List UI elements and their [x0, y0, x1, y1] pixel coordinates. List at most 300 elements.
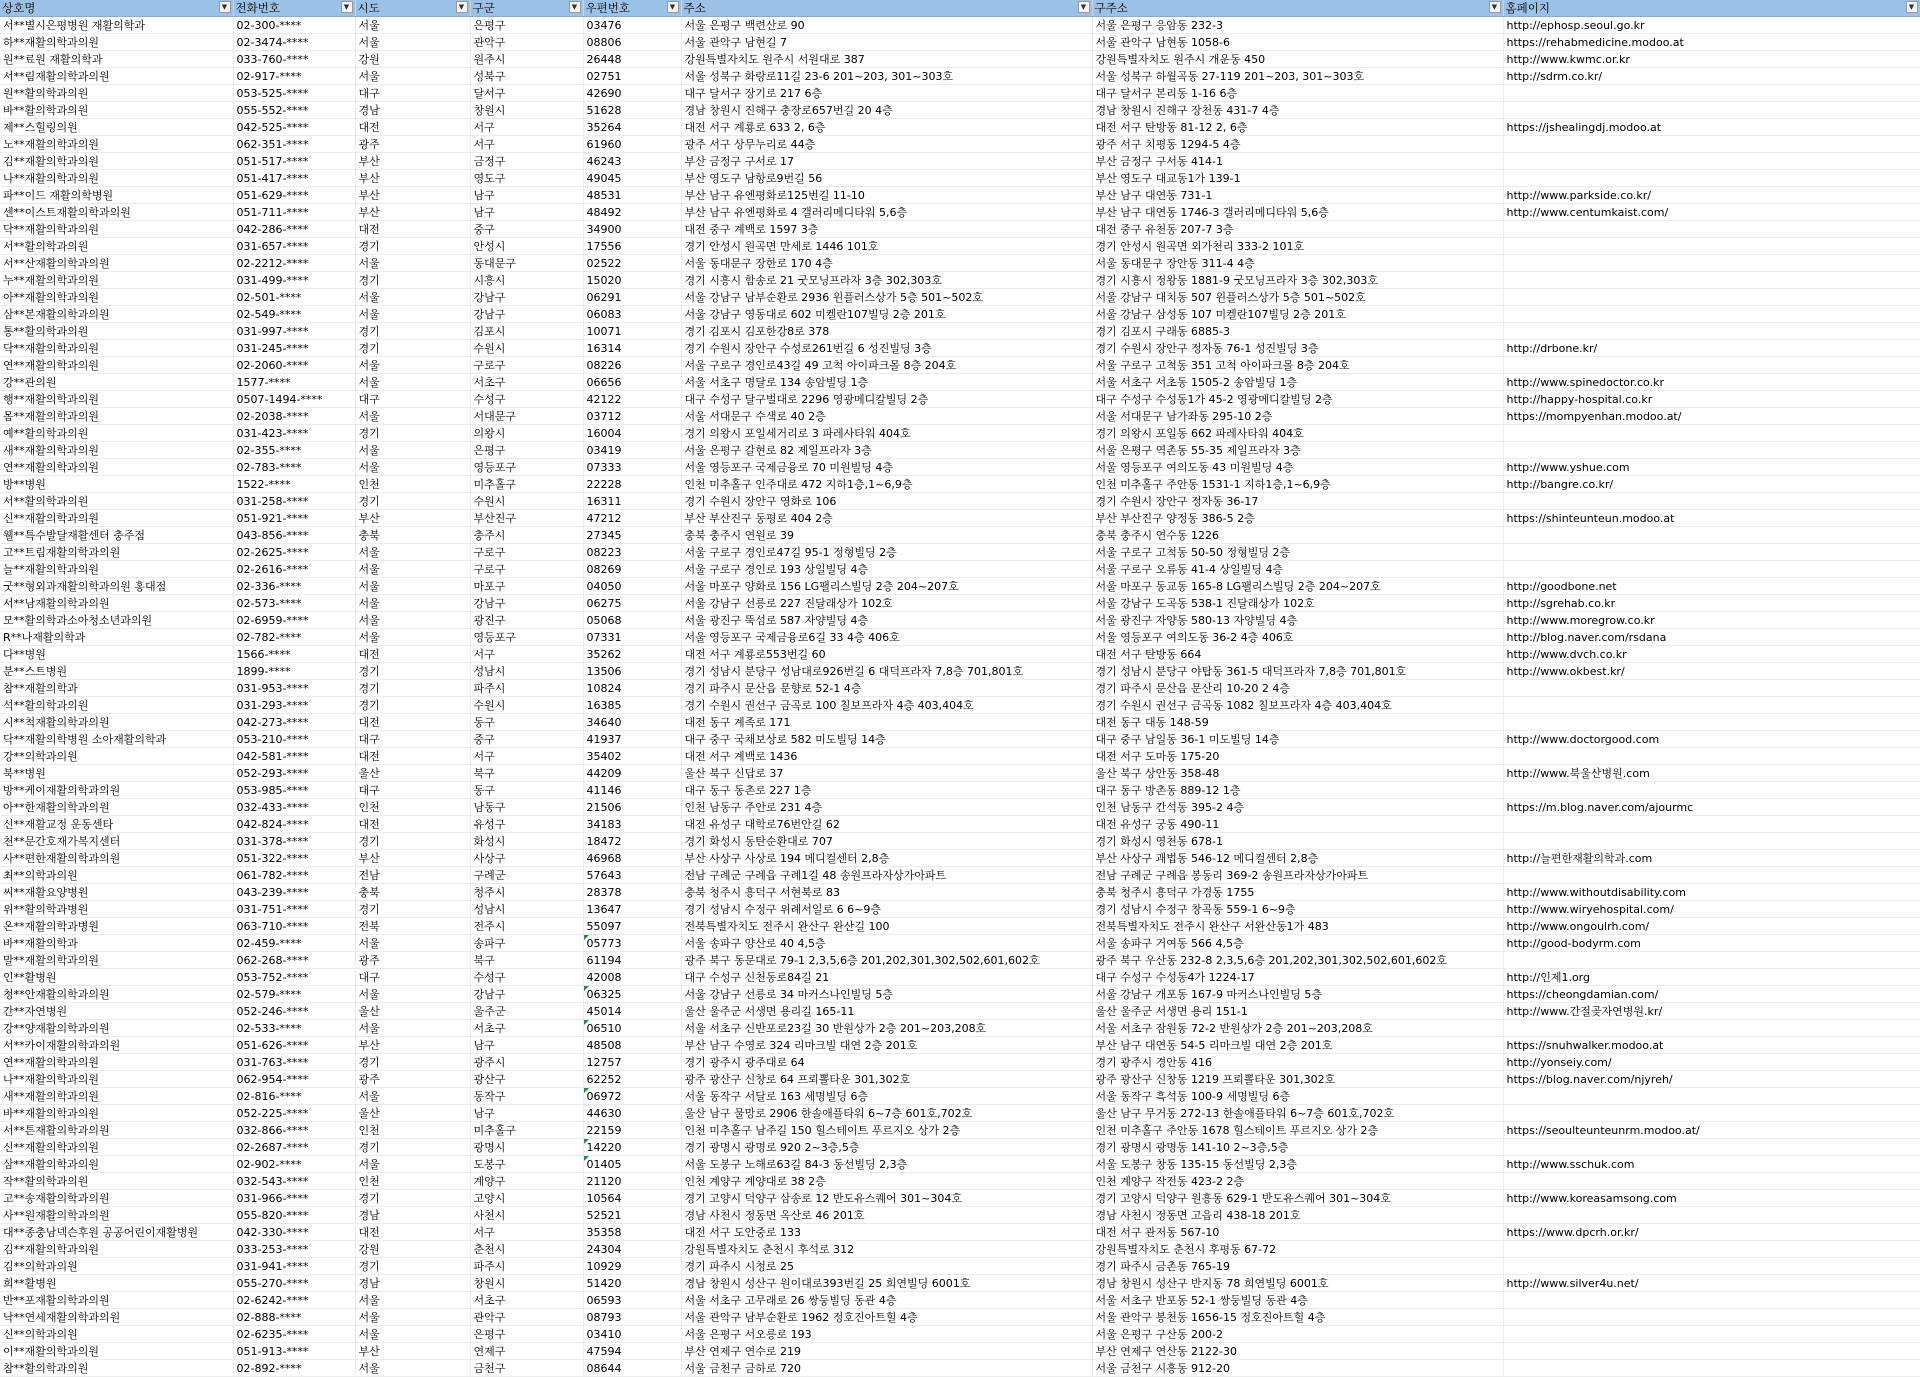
cell-province[interactable]: 울산 — [355, 1003, 470, 1020]
cell-zip[interactable]: 22228 — [583, 476, 681, 493]
cell-district[interactable]: 구로구 — [470, 357, 583, 374]
cell-homepage[interactable]: http://www.centumkaist.com/ — [1503, 204, 1920, 221]
cell-phone[interactable]: 02-533-**** — [233, 1020, 355, 1037]
cell-homepage[interactable] — [1503, 1173, 1920, 1190]
cell-address[interactable]: 서울 서초구 고무래로 26 쌍둥빌딩 동관 4층 — [681, 1292, 1092, 1309]
table-row[interactable] — [0, 136, 1920, 153]
table-row[interactable] — [0, 527, 1920, 544]
cell-phone[interactable]: 032-866-**** — [233, 1122, 355, 1139]
cell-zip[interactable]: 06291 — [583, 289, 681, 306]
cell-phone[interactable]: 031-378-**** — [233, 833, 355, 850]
cell-zip[interactable]: 55097 — [583, 918, 681, 935]
cell-homepage[interactable]: http://www.dvch.co.kr — [1503, 646, 1920, 663]
cell-zip[interactable]: 01405 — [583, 1156, 681, 1173]
cell-name[interactable]: 서**활의학과의원 — [0, 238, 233, 255]
cell-province[interactable]: 부산 — [355, 850, 470, 867]
cell-province[interactable]: 서울 — [355, 935, 470, 952]
cell-district[interactable]: 서초구 — [470, 374, 583, 391]
cell-district[interactable]: 송파구 — [470, 935, 583, 952]
cell-zip[interactable]: 13647 — [583, 901, 681, 918]
cell-name[interactable]: 모**활의학과소아청소년과의원 — [0, 612, 233, 629]
table-row[interactable] — [0, 1190, 1920, 1207]
cell-phone[interactable]: 031-423-**** — [233, 425, 355, 442]
cell-old-address[interactable]: 대구 수성구 수성동4가 1224-17 — [1092, 969, 1503, 986]
cell-old-address[interactable]: 서울 영등포구 여의도동 36-2 4층 406호 — [1092, 629, 1503, 646]
cell-homepage[interactable]: https://blog.naver.com/njyreh/ — [1503, 1071, 1920, 1088]
cell-phone[interactable]: 02-2616-**** — [233, 561, 355, 578]
cell-homepage[interactable]: http://sgrehab.co.kr — [1503, 595, 1920, 612]
cell-district[interactable]: 강남구 — [470, 306, 583, 323]
column-header[interactable] — [355, 0, 470, 17]
cell-province[interactable]: 광주 — [355, 952, 470, 969]
cell-address[interactable]: 경기 김포시 김포한강8로 378 — [681, 323, 1092, 340]
cell-phone[interactable]: 051-417-**** — [233, 170, 355, 187]
cell-district[interactable]: 사천시 — [470, 1207, 583, 1224]
cell-zip[interactable]: 10929 — [583, 1258, 681, 1275]
cell-district[interactable]: 동작구 — [470, 1088, 583, 1105]
cell-province[interactable]: 대전 — [355, 748, 470, 765]
cell-phone[interactable]: 051-322-**** — [233, 850, 355, 867]
cell-address[interactable]: 경기 의왕시 포일세거리로 3 파레사타워 404호 — [681, 425, 1092, 442]
table-row[interactable] — [0, 1003, 1920, 1020]
cell-phone[interactable]: 02-6242-**** — [233, 1292, 355, 1309]
cell-district[interactable]: 부산진구 — [470, 510, 583, 527]
cell-phone[interactable]: 032-543-**** — [233, 1173, 355, 1190]
cell-phone[interactable]: 042-581-**** — [233, 748, 355, 765]
cell-old-address[interactable]: 광주 북구 우산동 232-8 2,3,5,6층 201,202,301,302,502,601,602호 — [1092, 952, 1503, 969]
table-row[interactable] — [0, 1173, 1920, 1190]
cell-province[interactable]: 부산 — [355, 1343, 470, 1360]
cell-old-address[interactable]: 경기 안성시 원곡면 외가천리 333-2 101호 — [1092, 238, 1503, 255]
cell-old-address[interactable]: 서울 서대문구 남가좌동 295-10 2층 — [1092, 408, 1503, 425]
cell-zip[interactable]: 08223 — [583, 544, 681, 561]
cell-address[interactable]: 울산 북구 신답로 37 — [681, 765, 1092, 782]
cell-homepage[interactable] — [1503, 1343, 1920, 1360]
column-header[interactable] — [0, 0, 233, 17]
cell-homepage[interactable]: http://bangre.co.kr/ — [1503, 476, 1920, 493]
cell-homepage[interactable] — [1503, 357, 1920, 374]
cell-zip[interactable]: 44630 — [583, 1105, 681, 1122]
cell-zip[interactable]: 35402 — [583, 748, 681, 765]
cell-name[interactable]: 통**활의학과의원 — [0, 323, 233, 340]
cell-address[interactable]: 대전 서구 계백로 1436 — [681, 748, 1092, 765]
cell-address[interactable]: 경기 안성시 원곡면 만세로 1446 101호 — [681, 238, 1092, 255]
cell-homepage[interactable] — [1503, 867, 1920, 884]
cell-district[interactable]: 광산구 — [470, 1071, 583, 1088]
cell-address[interactable]: 서울 강남구 남부순환로 2936 윈플러스상가 5층 501~502호 — [681, 289, 1092, 306]
cell-zip[interactable]: 10824 — [583, 680, 681, 697]
cell-name[interactable]: 파**이드 재활의학병원 — [0, 187, 233, 204]
cell-province[interactable]: 서울 — [355, 612, 470, 629]
table-row[interactable] — [0, 1139, 1920, 1156]
cell-district[interactable]: 관악구 — [470, 34, 583, 51]
cell-name[interactable]: 닥**재활의학병원 소아재활의학과 — [0, 731, 233, 748]
cell-name[interactable]: 바**활의학과의원 — [0, 102, 233, 119]
cell-district[interactable]: 남구 — [470, 1105, 583, 1122]
cell-province[interactable]: 경기 — [355, 697, 470, 714]
cell-province[interactable]: 서울 — [355, 306, 470, 323]
cell-name[interactable]: 신**의학과의원 — [0, 1326, 233, 1343]
cell-district[interactable]: 원주시 — [470, 51, 583, 68]
cell-phone[interactable]: 062-351-**** — [233, 136, 355, 153]
cell-zip[interactable]: 34900 — [583, 221, 681, 238]
cell-name[interactable]: 고**트림재활의학과의원 — [0, 544, 233, 561]
cell-district[interactable]: 서대문구 — [470, 408, 583, 425]
cell-old-address[interactable]: 서울 은평구 구산동 200-2 — [1092, 1326, 1503, 1343]
cell-zip[interactable]: 51420 — [583, 1275, 681, 1292]
cell-district[interactable]: 남동구 — [470, 799, 583, 816]
cell-name[interactable]: 이**재활의학과의원 — [0, 1343, 233, 1360]
cell-zip[interactable]: 51628 — [583, 102, 681, 119]
table-row[interactable] — [0, 391, 1920, 408]
cell-address[interactable]: 강원특별자치도 춘천시 후석로 312 — [681, 1241, 1092, 1258]
cell-district[interactable]: 은평구 — [470, 1326, 583, 1343]
cell-homepage[interactable]: https://seoulteunteunrm.modoo.at/ — [1503, 1122, 1920, 1139]
cell-province[interactable]: 부산 — [355, 153, 470, 170]
cell-name[interactable]: 연**재활의학과의원 — [0, 459, 233, 476]
cell-province[interactable]: 대구 — [355, 782, 470, 799]
cell-homepage[interactable] — [1503, 1241, 1920, 1258]
cell-name[interactable]: 북**병원 — [0, 765, 233, 782]
table-row[interactable] — [0, 1258, 1920, 1275]
cell-homepage[interactable]: http://www.spinedoctor.co.kr — [1503, 374, 1920, 391]
cell-province[interactable]: 경기 — [355, 1258, 470, 1275]
cell-province[interactable]: 서울 — [355, 255, 470, 272]
cell-address[interactable]: 경기 광주시 광주대로 64 — [681, 1054, 1092, 1071]
cell-phone[interactable]: 032-433-**** — [233, 799, 355, 816]
cell-district[interactable]: 창원시 — [470, 102, 583, 119]
cell-address[interactable]: 대전 서구 계룡로 633 2, 6층 — [681, 119, 1092, 136]
filter-dropdown-icon[interactable]: ▼ — [456, 1, 468, 13]
cell-phone[interactable]: 053-752-**** — [233, 969, 355, 986]
cell-name[interactable]: 청**안재활의학과의원 — [0, 986, 233, 1003]
cell-zip[interactable]: 42690 — [583, 85, 681, 102]
cell-zip[interactable]: 16314 — [583, 340, 681, 357]
cell-homepage[interactable]: http://sdrm.co.kr/ — [1503, 68, 1920, 85]
table-row[interactable] — [0, 357, 1920, 374]
cell-homepage[interactable] — [1503, 1309, 1920, 1326]
cell-province[interactable]: 대전 — [355, 221, 470, 238]
cell-homepage[interactable] — [1503, 1360, 1920, 1377]
cell-province[interactable]: 서울 — [355, 408, 470, 425]
cell-name[interactable]: 강**관의원 — [0, 374, 233, 391]
cell-name[interactable]: 노**재활의학과의원 — [0, 136, 233, 153]
cell-name[interactable]: 제**스힐링의원 — [0, 119, 233, 136]
filter-dropdown-icon[interactable]: ▼ — [341, 1, 353, 13]
cell-address[interactable]: 광주 서구 상무누리로 44층 — [681, 136, 1092, 153]
cell-zip[interactable]: 05068 — [583, 612, 681, 629]
cell-address[interactable]: 서울 은평구 서오릉로 193 — [681, 1326, 1092, 1343]
cell-zip[interactable]: 05773 — [583, 935, 681, 952]
cell-address[interactable]: 울산 울주군 서생면 용리길 165-11 — [681, 1003, 1092, 1020]
cell-homepage[interactable]: https://shinteunteun.modoo.at — [1503, 510, 1920, 527]
cell-district[interactable]: 서구 — [470, 646, 583, 663]
cell-name[interactable]: 강**의학과의원 — [0, 748, 233, 765]
cell-old-address[interactable]: 대전 중구 유천동 207-7 3층 — [1092, 221, 1503, 238]
cell-zip[interactable]: 34640 — [583, 714, 681, 731]
table-row[interactable] — [0, 1054, 1920, 1071]
cell-phone[interactable]: 02-459-**** — [233, 935, 355, 952]
cell-address[interactable]: 대전 서구 계룡로553번길 60 — [681, 646, 1092, 663]
cell-district[interactable]: 의왕시 — [470, 425, 583, 442]
cell-district[interactable]: 남구 — [470, 204, 583, 221]
cell-old-address[interactable]: 울산 남구 무거동 272-13 한솔애플타워 6~7층 601호,702호 — [1092, 1105, 1503, 1122]
cell-province[interactable]: 경기 — [355, 663, 470, 680]
cell-phone[interactable]: 052-246-**** — [233, 1003, 355, 1020]
cell-name[interactable]: 시**척재활의학과의원 — [0, 714, 233, 731]
cell-address[interactable]: 대구 수성구 달구벌대로 2296 영광메디칼빌딩 2층 — [681, 391, 1092, 408]
cell-phone[interactable]: 055-820-**** — [233, 1207, 355, 1224]
cell-old-address[interactable]: 서울 은평구 응암동 232-3 — [1092, 17, 1503, 34]
cell-province[interactable]: 경기 — [355, 833, 470, 850]
cell-zip[interactable]: 28378 — [583, 884, 681, 901]
cell-phone[interactable]: 02-816-**** — [233, 1088, 355, 1105]
cell-phone[interactable]: 02-573-**** — [233, 595, 355, 612]
cell-district[interactable]: 은평구 — [470, 17, 583, 34]
cell-zip[interactable]: 48531 — [583, 187, 681, 204]
cell-homepage[interactable]: http://drbone.kr/ — [1503, 340, 1920, 357]
table-row[interactable] — [0, 323, 1920, 340]
cell-phone[interactable]: 051-626-**** — [233, 1037, 355, 1054]
cell-homepage[interactable] — [1503, 952, 1920, 969]
cell-homepage[interactable] — [1503, 697, 1920, 714]
cell-name[interactable]: 반**포재활의학과의원 — [0, 1292, 233, 1309]
cell-phone[interactable]: 02-336-**** — [233, 578, 355, 595]
table-row[interactable] — [0, 1105, 1920, 1122]
cell-homepage[interactable]: https://www.dpcrh.or.kr/ — [1503, 1224, 1920, 1241]
cell-homepage[interactable] — [1503, 1105, 1920, 1122]
table-row[interactable] — [0, 765, 1920, 782]
table-row[interactable] — [0, 867, 1920, 884]
cell-address[interactable]: 인천 계양구 계양대로 38 2층 — [681, 1173, 1092, 1190]
cell-address[interactable]: 부산 연제구 연수로 219 — [681, 1343, 1092, 1360]
cell-name[interactable]: 신**재활교정 운동센타 — [0, 816, 233, 833]
table-row[interactable] — [0, 17, 1920, 34]
cell-zip[interactable]: 08806 — [583, 34, 681, 51]
cell-homepage[interactable]: http://www.koreasamsong.com — [1503, 1190, 1920, 1207]
cell-province[interactable]: 경기 — [355, 323, 470, 340]
cell-name[interactable]: 씨**재활요양병원 — [0, 884, 233, 901]
cell-phone[interactable]: 043-856-**** — [233, 527, 355, 544]
table-row[interactable] — [0, 918, 1920, 935]
cell-province[interactable]: 부산 — [355, 170, 470, 187]
cell-homepage[interactable]: http://늘편한재활의학과.com — [1503, 850, 1920, 867]
cell-phone[interactable]: 02-6959-**** — [233, 612, 355, 629]
cell-zip[interactable]: 34183 — [583, 816, 681, 833]
cell-homepage[interactable] — [1503, 102, 1920, 119]
cell-phone[interactable]: 02-579-**** — [233, 986, 355, 1003]
cell-address[interactable]: 부산 남구 유엔평화로 4 갤러리메디타워 5,6층 — [681, 204, 1092, 221]
cell-name[interactable]: 서**활의학과의원 — [0, 493, 233, 510]
table-row[interactable] — [0, 272, 1920, 289]
cell-province[interactable]: 대구 — [355, 85, 470, 102]
table-row[interactable] — [0, 748, 1920, 765]
cell-name[interactable]: 사**원재활의학과의원 — [0, 1207, 233, 1224]
cell-province[interactable]: 강원 — [355, 1241, 470, 1258]
table-row[interactable] — [0, 1275, 1920, 1292]
cell-name[interactable]: 늘**재활의학과의원 — [0, 561, 233, 578]
cell-zip[interactable]: 24304 — [583, 1241, 681, 1258]
cell-name[interactable]: 대**종충남넥슨후원 공공어린이재활병원 — [0, 1224, 233, 1241]
cell-province[interactable]: 서울 — [355, 1088, 470, 1105]
cell-homepage[interactable] — [1503, 289, 1920, 306]
cell-address[interactable]: 서울 서초구 명달로 134 송암빌딩 1층 — [681, 374, 1092, 391]
cell-province[interactable]: 서울 — [355, 1326, 470, 1343]
cell-district[interactable]: 광진구 — [470, 612, 583, 629]
cell-homepage[interactable]: http://www.kwmc.or.kr — [1503, 51, 1920, 68]
cell-district[interactable]: 창원시 — [470, 1275, 583, 1292]
cell-address[interactable]: 경기 수원시 권선구 금곡로 100 칠보프라자 4층 403,404호 — [681, 697, 1092, 714]
cell-zip[interactable]: 35262 — [583, 646, 681, 663]
cell-phone[interactable]: 02-2212-**** — [233, 255, 355, 272]
filter-dropdown-icon[interactable]: ▼ — [1489, 1, 1501, 13]
cell-homepage[interactable] — [1503, 1258, 1920, 1275]
cell-old-address[interactable]: 경기 고양시 덕양구 원흥동 629-1 반도유스퀘어 301~304호 — [1092, 1190, 1503, 1207]
cell-name[interactable]: 연**재활의학과의원 — [0, 1054, 233, 1071]
table-row[interactable] — [0, 833, 1920, 850]
cell-name[interactable]: 간**자연병원 — [0, 1003, 233, 1020]
cell-phone[interactable]: 031-258-**** — [233, 493, 355, 510]
table-row[interactable] — [0, 952, 1920, 969]
cell-province[interactable]: 경기 — [355, 493, 470, 510]
cell-zip[interactable]: 41937 — [583, 731, 681, 748]
table-row[interactable] — [0, 663, 1920, 680]
cell-homepage[interactable] — [1503, 561, 1920, 578]
cell-zip[interactable]: 06593 — [583, 1292, 681, 1309]
cell-zip[interactable]: 10071 — [583, 323, 681, 340]
cell-address[interactable]: 충북 청주시 흥덕구 서현북로 83 — [681, 884, 1092, 901]
cell-old-address[interactable]: 대구 달서구 본리동 1-16 6층 — [1092, 85, 1503, 102]
table-row[interactable] — [0, 1122, 1920, 1139]
table-row[interactable] — [0, 187, 1920, 204]
cell-district[interactable]: 서초구 — [470, 1020, 583, 1037]
cell-homepage[interactable] — [1503, 255, 1920, 272]
table-row[interactable] — [0, 476, 1920, 493]
table-row[interactable] — [0, 714, 1920, 731]
cell-name[interactable]: 아**한재활의학과의원 — [0, 799, 233, 816]
cell-province[interactable]: 서울 — [355, 1156, 470, 1173]
cell-province[interactable]: 서울 — [355, 986, 470, 1003]
cell-zip[interactable]: 16311 — [583, 493, 681, 510]
cell-address[interactable]: 경기 파주시 시청로 25 — [681, 1258, 1092, 1275]
cell-old-address[interactable]: 서울 도봉구 창동 135-15 동선빌딩 2,3층 — [1092, 1156, 1503, 1173]
cell-name[interactable]: 인**활병원 — [0, 969, 233, 986]
cell-province[interactable]: 경기 — [355, 901, 470, 918]
cell-name[interactable]: 웰**특수발달재활센터 충주점 — [0, 527, 233, 544]
cell-district[interactable]: 광주시 — [470, 1054, 583, 1071]
cell-address[interactable]: 부산 영도구 남항로9번길 56 — [681, 170, 1092, 187]
cell-province[interactable]: 충북 — [355, 884, 470, 901]
cell-province[interactable]: 인천 — [355, 476, 470, 493]
cell-old-address[interactable]: 대전 유성구 궁동 490-11 — [1092, 816, 1503, 833]
cell-old-address[interactable]: 경남 사천시 정동면 고읍리 438-18 201호 — [1092, 1207, 1503, 1224]
cell-homepage[interactable] — [1503, 748, 1920, 765]
cell-homepage[interactable]: http://goodbone.net — [1503, 578, 1920, 595]
cell-district[interactable]: 춘천시 — [470, 1241, 583, 1258]
cell-address[interactable]: 서울 마포구 양화로 156 LG팰리스빌딩 2층 204~207호 — [681, 578, 1092, 595]
cell-zip[interactable]: 06510 — [583, 1020, 681, 1037]
cell-phone[interactable]: 02-902-**** — [233, 1156, 355, 1173]
cell-zip[interactable]: 62252 — [583, 1071, 681, 1088]
cell-province[interactable]: 서울 — [355, 578, 470, 595]
cell-homepage[interactable] — [1503, 544, 1920, 561]
table-row[interactable] — [0, 680, 1920, 697]
table-row[interactable] — [0, 85, 1920, 102]
cell-old-address[interactable]: 서울 송파구 거여동 566 4,5층 — [1092, 935, 1503, 952]
cell-name[interactable]: 희**활병원 — [0, 1275, 233, 1292]
cell-name[interactable]: 삼**본재활의학과의원 — [0, 306, 233, 323]
table-row[interactable] — [0, 884, 1920, 901]
cell-province[interactable]: 부산 — [355, 1037, 470, 1054]
cell-zip[interactable]: 06656 — [583, 374, 681, 391]
cell-old-address[interactable]: 서울 동작구 흑석동 100-9 세명빌딩 6층 — [1092, 1088, 1503, 1105]
cell-province[interactable]: 부산 — [355, 187, 470, 204]
cell-old-address[interactable]: 부산 남구 대연동 731-1 — [1092, 187, 1503, 204]
cell-address[interactable]: 대전 유성구 대학로76번안길 62 — [681, 816, 1092, 833]
cell-phone[interactable]: 042-330-**** — [233, 1224, 355, 1241]
cell-district[interactable]: 성남시 — [470, 663, 583, 680]
cell-homepage[interactable]: http://ephosp.seoul.go.kr — [1503, 17, 1920, 34]
cell-province[interactable]: 대전 — [355, 714, 470, 731]
cell-old-address[interactable]: 경기 성남시 분당구 야탑동 361-5 대덕프라자 7,8층 701,801호 — [1092, 663, 1503, 680]
cell-phone[interactable]: 02-782-**** — [233, 629, 355, 646]
cell-homepage[interactable]: http://www.moregrow.co.kr — [1503, 612, 1920, 629]
cell-phone[interactable]: 02-2625-**** — [233, 544, 355, 561]
cell-district[interactable]: 은평구 — [470, 442, 583, 459]
cell-address[interactable]: 서울 은평구 갈현로 82 제일프라자 3층 — [681, 442, 1092, 459]
cell-address[interactable]: 대전 동구 계족로 171 — [681, 714, 1092, 731]
cell-zip[interactable]: 14220 — [583, 1139, 681, 1156]
cell-name[interactable]: 다**병원 — [0, 646, 233, 663]
cell-zip[interactable]: 61960 — [583, 136, 681, 153]
table-row[interactable] — [0, 578, 1920, 595]
cell-district[interactable]: 서구 — [470, 136, 583, 153]
cell-phone[interactable]: 062-954-**** — [233, 1071, 355, 1088]
cell-province[interactable]: 전남 — [355, 867, 470, 884]
cell-phone[interactable]: 053-985-**** — [233, 782, 355, 799]
cell-address[interactable]: 인천 미추홀구 남주길 150 힐스테이트 푸르지오 상가 2층 — [681, 1122, 1092, 1139]
table-row[interactable] — [0, 255, 1920, 272]
cell-name[interactable]: 천**문간호재가복지센터 — [0, 833, 233, 850]
cell-phone[interactable]: 031-941-**** — [233, 1258, 355, 1275]
cell-zip[interactable]: 16385 — [583, 697, 681, 714]
cell-homepage[interactable]: http://www.간절곶자연병원.kr/ — [1503, 1003, 1920, 1020]
cell-province[interactable]: 대구 — [355, 969, 470, 986]
cell-phone[interactable]: 02-3474-**** — [233, 34, 355, 51]
cell-zip[interactable]: 52521 — [583, 1207, 681, 1224]
cell-old-address[interactable]: 인천 미추홀구 주안동 1531-1 지하1층,1~6,9층 — [1092, 476, 1503, 493]
cell-district[interactable]: 영도구 — [470, 170, 583, 187]
cell-name[interactable]: 누**재활의학과의원 — [0, 272, 233, 289]
cell-old-address[interactable]: 울산 울주군 서생면 용리 151-1 — [1092, 1003, 1503, 1020]
cell-old-address[interactable]: 대전 동구 대동 148-59 — [1092, 714, 1503, 731]
cell-zip[interactable]: 03712 — [583, 408, 681, 425]
cell-name[interactable]: 하**재활의학과의원 — [0, 34, 233, 51]
column-header[interactable] — [233, 0, 355, 17]
cell-address[interactable]: 서울 관악구 남현길 7 — [681, 34, 1092, 51]
cell-district[interactable]: 구로구 — [470, 544, 583, 561]
cell-homepage[interactable]: http://인제1.org — [1503, 969, 1920, 986]
filter-dropdown-icon[interactable]: ▼ — [667, 1, 679, 13]
table-row[interactable] — [0, 697, 1920, 714]
cell-phone[interactable]: 1522-**** — [233, 476, 355, 493]
cell-phone[interactable]: 031-966-**** — [233, 1190, 355, 1207]
cell-name[interactable]: 방**병원 — [0, 476, 233, 493]
table-row[interactable] — [0, 459, 1920, 476]
cell-homepage[interactable] — [1503, 221, 1920, 238]
cell-homepage[interactable] — [1503, 714, 1920, 731]
cell-phone[interactable]: 033-253-**** — [233, 1241, 355, 1258]
